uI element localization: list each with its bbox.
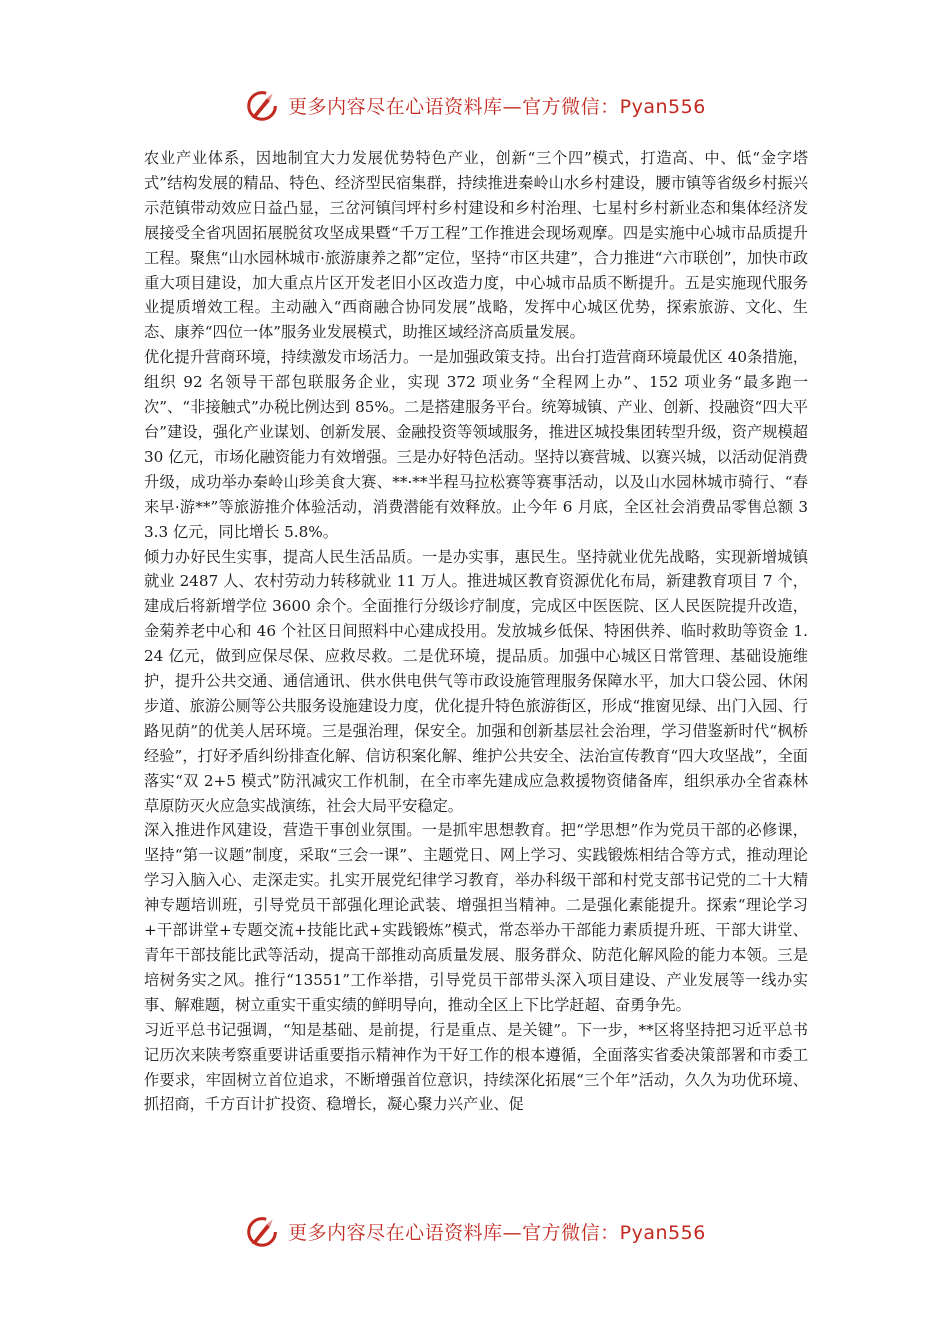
paragraph-4: 深入推进作风建设，营造干事创业氛围。一是抓牢思想教育。把“学思想”作为党员干部的必修课，坚持“第一议题”制度，采取“三会一课”、主题党日、网上学习、实践锻炼相结合等方式，推动理论学习入脑入心、走深走实。扎实开展党纪律学习教育，举办科级干部和村党支部书记党的二十大精神专题培训班，引导党员干部强化理论武装、增强担当精神。二是强化素能提升。探索“理论学习+干部讲堂+专题交流+技能比武+实践锻炼”模式，常态举办干部能力素质提升班、干部大讲堂、青年干部技能比武等活动，提高干部推动高质量发展、服务群众、防范化解风险的能力本领。三是培树务实之风。推行“13551”工作举措，引导党员干部带头深入项目建设、产业发展等一线办实事、解难题，树立重实干重实绩的鲜明导向，推动全区上下比学赶超、奋勇争先。 (144, 821, 808, 1014)
paragraph-1: 农业产业体系，因地制宜大力发展优势特色产业，创新“三个四”模式，打造高、中、低“金字塔式”结构发展的精品、特色、经济型民宿集群，持续推进秦岭山水乡村建设，腰市镇等省级乡村振兴示范镇带动效应日益凸显，三岔河镇闫坪村乡村建设和乡村治理、七星村乡村新业态和集体经济发展接受全省巩固拓展脱贫攻坚成果暨“千万工程”工作推进会现场观摩。四是实施中心城市品质提升工程。聚焦“山水园林城市·旅游康养之都”定位，坚持“市区共建”，合力推进“六市联创”，加快市政重大项目建设，加大重点片区开发老旧小区改造力度，中心城市品质不断提升。五是实施现代服务业提质增效工程。主动融入“西商融合协同发展”战略，发挥中心城区优势，探索旅游、文化、生态、康养“四位一体”服务业发展模式，助推区域经济高质量发展。 (144, 149, 808, 342)
pen-circle-logo-icon (244, 86, 282, 124)
footer-watermark (0, 1212, 950, 1250)
paragraph-5: 习近平总书记强调，“知是基础、是前提，行是重点、是关键”。下一步，**区将坚持把习近平总书记历次来陕考察重要讲话重要指示精神作为干好工作的根本遵循，全面落实省委决策部署和市委工作要求，牢固树立首位追求，不断增强首位意识，持续深化拓展“三个年”活动，久久为功优环境、抓招商，千方百计扩投资、稳增长，凝心聚力兴产业、促 (144, 1020, 808, 1114)
document-body (144, 146, 808, 1117)
paragraph-2: 优化提升营商环境，持续激发市场活力。一是加强政策支持。出台打造营商环境最优区 40条措施，组织 92 名领导干部包联服务企业，实现 372 项业务“全程网上办”、152 项业务“最多跑一次”、“非接触式”办税比例达到 85%。二是搭建服务平台。统筹城镇、产业、创新、投融资“四大平台”建设，强化产业谋划、创新发展、金融投资等领域服务，推进区城投集团转型升级，资产规模超 30 亿元，市场化融资能力有效增强。三是办好特色活动。坚持以赛营城、以赛兴城，以活动促消费升级，成功举办秦岭山珍美食大赛、**·**半程马拉松赛等赛事活动，以及山水园林城市骑行、“春来早·游**”等旅游推介体验活动，消费潜能有效释放。止今年 6 月底，全区社会消费品零售总额 33.3 亿元，同比增长 5.8%。 (144, 348, 808, 541)
watermark-text: 更多内容尽在心语资料库—官方微信：Pyan556 (288, 1221, 706, 1244)
header-watermark (0, 86, 950, 124)
watermark-text: 更多内容尽在心语资料库—官方微信：Pyan556 (288, 95, 706, 118)
paragraph-3: 倾力办好民生实事，提高人民生活品质。一是办实事，惠民生。坚持就业优先战略，实现新增城镇就业 2487 人、农村劳动力转移就业 11 万人。推进城区教育资源优化布局，新建教育项目 7 个，建成后将新增学位 3600 余个。全面推行分级诊疗制度，完成区中医医院、区人民医院提升改造，金菊养老中心和 46 个社区日间照料中心建成投用。发放城乡低保、特困供养、临时救助等资金 1.24 亿元，做到应保尽保、应救尽救。二是优环境，提品质。加强中心城区日常管理、基础设施维护，提升公共交通、通信通讯、供水供电供气等市政设施管理服务保障水平，加大口袋公园、休闲步道、旅游公厕等公共服务设施建设力度，优化提升特色旅游街区，形成“推窗见绿、出门入园、行路见荫”的优美人居环境。三是强治理，保安全。加强和创新基层社会治理，学习借鉴新时代“枫桥经验”，打好矛盾纠纷排查化解、信访积案化解、维护公共安全、法治宣传教育“四大攻坚战”，全面落实“双 2+5 模式”防汛减灾工作机制，在全市率先建成应急救援物资储备库，组织承办全省森林草原防灭火应急实战演练，社会大局平安稳定。 (144, 547, 808, 815)
pen-circle-logo-icon (244, 1212, 282, 1250)
